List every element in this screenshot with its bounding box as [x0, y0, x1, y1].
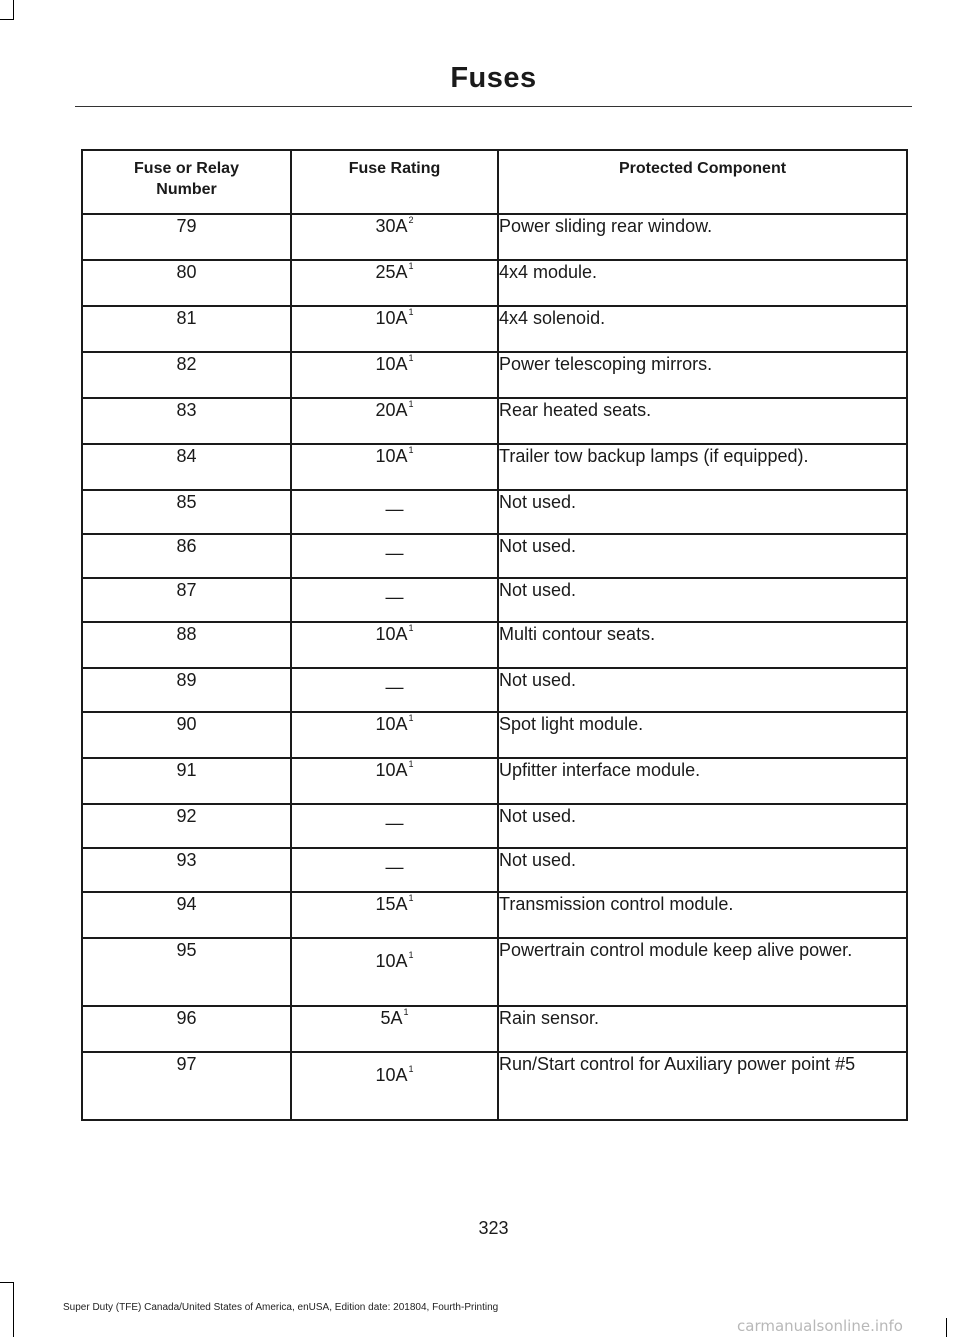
protected-component: Powertrain control module keep alive power.: [498, 938, 907, 1006]
watermark-link[interactable]: carmanualsonline.info: [737, 1317, 903, 1335]
protected-component: 4x4 solenoid.: [498, 306, 907, 352]
fuse-number: 92: [82, 804, 291, 848]
table-row: [82, 444, 907, 490]
table-row: [82, 490, 907, 534]
fuse-rating: [291, 1052, 498, 1120]
fuse-number: 95: [82, 938, 291, 1006]
fuse-rating: [291, 1006, 498, 1052]
fuse-rating: [291, 892, 498, 938]
protected-component: 4x4 module.: [498, 260, 907, 306]
rating-value: 10A: [375, 951, 408, 971]
rating-footnote: 1: [403, 1007, 409, 1017]
rating-value: 10A: [375, 714, 408, 734]
crop-mark-top-left: [13, 0, 14, 20]
rating-footnote: 1: [408, 713, 414, 723]
fuse-rating: [291, 622, 498, 668]
rating-footnote: 1: [408, 893, 414, 903]
fuse-rating: [291, 578, 498, 622]
protected-component: Spot light module.: [498, 712, 907, 758]
table-row: [82, 1052, 907, 1120]
table-row: [82, 1006, 907, 1052]
rating-value: 5A: [380, 1008, 403, 1028]
fuse-rating: [291, 214, 498, 260]
header-fuse-number: Fuse or Relay Number: [82, 150, 291, 214]
rating-value: 10A: [375, 624, 408, 644]
rating-footnote: 1: [408, 623, 414, 633]
protected-component: Multi contour seats.: [498, 622, 907, 668]
fuse-number: 83: [82, 398, 291, 444]
fuse-rating: [291, 668, 498, 712]
rating-footnote: 1: [408, 445, 414, 455]
fuse-number: 88: [82, 622, 291, 668]
table-row: [82, 398, 907, 444]
rating-footnote: 1: [408, 399, 414, 409]
table-row: [82, 848, 907, 892]
rating-value: 10A: [375, 446, 408, 466]
table-row: [82, 534, 907, 578]
protected-component: Not used.: [498, 534, 907, 578]
fuse-number: 93: [82, 848, 291, 892]
title-rule: [75, 106, 912, 107]
protected-component: Power telescoping mirrors.: [498, 352, 907, 398]
fuse-rating: [291, 306, 498, 352]
protected-component: Transmission control module.: [498, 892, 907, 938]
fuse-rating: [291, 260, 498, 306]
protected-component: Rear heated seats.: [498, 398, 907, 444]
rating-footnote: 1: [408, 759, 414, 769]
crop-mark-bottom-left: [13, 1282, 14, 1337]
fuse-number: 85: [82, 490, 291, 534]
fuse-number: 87: [82, 578, 291, 622]
table-row: [82, 622, 907, 668]
page-title: Fuses: [450, 62, 537, 94]
table-row: [82, 214, 907, 260]
rating-footnote: 1: [408, 950, 414, 960]
fuse-rating: [291, 534, 498, 578]
table-row: [82, 804, 907, 848]
fuse-table: [81, 149, 908, 1121]
protected-component: Not used.: [498, 578, 907, 622]
rating-footnote: 1: [408, 1064, 414, 1074]
fuse-rating: [291, 938, 498, 1006]
protected-component: Power sliding rear window.: [498, 214, 907, 260]
fuse-rating: [291, 758, 498, 804]
fuse-rating: [291, 444, 498, 490]
rating-value: —: [385, 857, 404, 877]
fuse-rating: [291, 848, 498, 892]
rating-value: 10A: [375, 1065, 408, 1085]
protected-component: Not used.: [498, 848, 907, 892]
rating-value: —: [385, 813, 404, 833]
table-header-row: [82, 150, 907, 214]
rating-value: 25A: [375, 262, 408, 282]
rating-footnote: 1: [408, 353, 414, 363]
crop-mark-top-left-h: [0, 19, 14, 20]
fuse-number: 89: [82, 668, 291, 712]
fuse-number: 90: [82, 712, 291, 758]
table-row: [82, 938, 907, 1006]
fuse-number: 86: [82, 534, 291, 578]
protected-component: Run/Start control for Auxiliary power point #5: [498, 1052, 907, 1120]
protected-component: Upfitter interface module.: [498, 758, 907, 804]
table-row: [82, 578, 907, 622]
fuse-number: 81: [82, 306, 291, 352]
table-row: [82, 758, 907, 804]
fuse-number: 79: [82, 214, 291, 260]
rating-value: 10A: [375, 760, 408, 780]
rating-value: —: [385, 587, 404, 607]
fuse-rating: [291, 804, 498, 848]
fuse-number: 94: [82, 892, 291, 938]
fuse-rating: [291, 352, 498, 398]
table-row: [82, 892, 907, 938]
edition-footer: Super Duty (TFE) Canada/United States of America, enUSA, Edition date: 201804, Fourth-Printing: [63, 1302, 499, 1313]
fuse-number: 80: [82, 260, 291, 306]
fuse-number: 82: [82, 352, 291, 398]
fuse-rating: [291, 490, 498, 534]
rating-value: —: [385, 499, 404, 519]
rating-value: —: [385, 543, 404, 563]
rating-value: 15A: [375, 894, 408, 914]
table-row: [82, 712, 907, 758]
rating-value: 30A: [375, 216, 408, 236]
table-row: [82, 352, 907, 398]
crop-mark-bottom-right: [946, 1318, 947, 1337]
table-row: [82, 306, 907, 352]
protected-component: Trailer tow backup lamps (if equipped).: [498, 444, 907, 490]
table-row: [82, 668, 907, 712]
rating-footnote: 1: [408, 261, 414, 271]
page-number: 323: [478, 1218, 509, 1238]
fuse-rating: [291, 712, 498, 758]
rating-value: —: [385, 677, 404, 697]
rating-footnote: 2: [408, 215, 414, 225]
fuse-number: 96: [82, 1006, 291, 1052]
table-row: [82, 260, 907, 306]
protected-component: Not used.: [498, 490, 907, 534]
fuse-number: 91: [82, 758, 291, 804]
protected-component: Not used.: [498, 668, 907, 712]
header-protected-component: Protected Component: [498, 150, 907, 214]
fuse-rating: [291, 398, 498, 444]
rating-value: 20A: [375, 400, 408, 420]
rating-footnote: 1: [408, 307, 414, 317]
protected-component: Rain sensor.: [498, 1006, 907, 1052]
protected-component: Not used.: [498, 804, 907, 848]
fuse-number: 97: [82, 1052, 291, 1120]
fuse-number: 84: [82, 444, 291, 490]
crop-mark-bottom-left-h: [0, 1282, 14, 1283]
rating-value: 10A: [375, 354, 408, 374]
rating-value: 10A: [375, 308, 408, 328]
header-fuse-rating: Fuse Rating: [291, 150, 498, 214]
